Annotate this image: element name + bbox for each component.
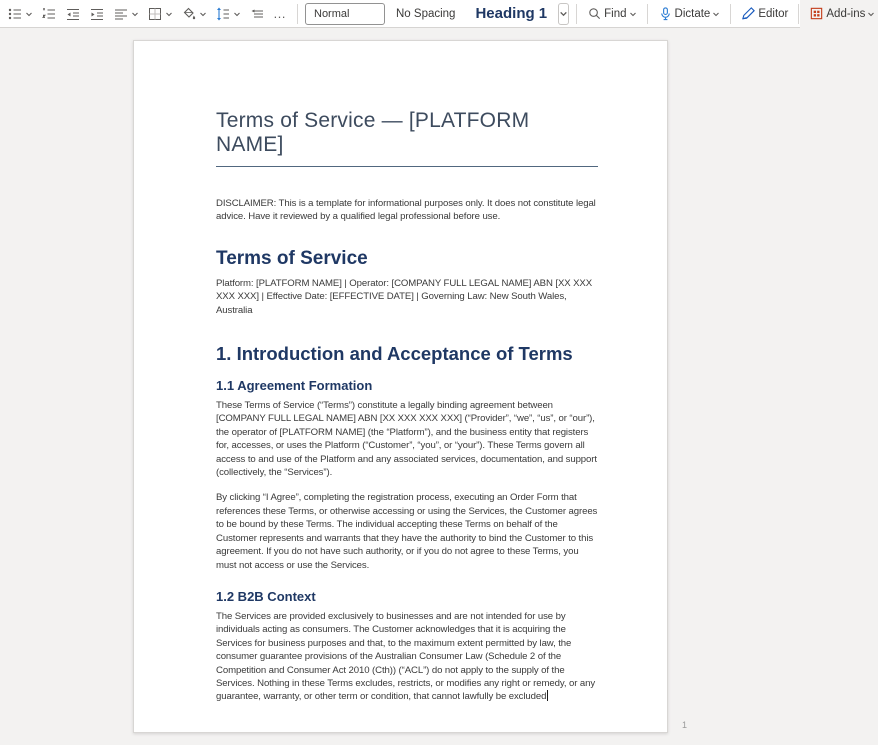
section-1-2-paragraph-1: [216, 610, 598, 704]
more-options-button[interactable]: [270, 6, 290, 22]
document-meta-line: Platform: [PLATFORM NAME] | Operator: [COMPANY FULL LEGAL NAME] ABN [XX XXX XXX XXX] | Effective Date: [EFFECTIVE DATE] | Governing Law: New South Wales, Australia: [216, 277, 593, 316]
document-title: Terms of Service — [PLATFORM NAME]: [216, 109, 598, 167]
chevron-down-icon: [233, 10, 241, 18]
section-1-2-paragraph-text: The Services are provided exclusively to businesses and are not intended for use by individuals acting as consumers. The Customer acknowledges that it is acquiring the Services for business purposes and that, to the maximum extent permitted by law, the consumer guarantee provisions of the Australian Consumer Law (Schedule 2 of the Competition and Consumer Act 2010 (Cth)) (“ACL”) do not apply to the supply of the Services. Nothing in these Terms excludes, restricts, or modifies any right or remedy, or any guarantee, warranty, or other term or condition, that cannot lawfully be excluded: [216, 610, 596, 703]
text-cursor: [547, 690, 548, 701]
increase-indent-icon: [89, 6, 105, 22]
bullets-icon: [7, 6, 23, 22]
toolbar-divider: [297, 4, 298, 24]
page-number-indicator: 1: [682, 720, 688, 730]
style-normal[interactable]: Normal: [305, 3, 385, 25]
chevron-down-icon: [165, 10, 173, 18]
section-1-1-heading: 1.1 Agreement Formation: [216, 378, 373, 394]
chevron-down-icon: [131, 10, 139, 18]
increase-indent-button[interactable]: [86, 3, 108, 25]
document-page[interactable]: [133, 40, 668, 733]
decrease-indent-icon: [65, 6, 81, 22]
toolbar-divider: [576, 4, 577, 24]
borders-icon: [147, 6, 163, 22]
search-icon: [587, 6, 602, 21]
bullets-button[interactable]: [4, 3, 36, 25]
toolbar-divider: [730, 4, 731, 24]
find-label: Find: [604, 7, 627, 20]
chevron-down-icon: [559, 9, 568, 18]
editor-pen-icon: [741, 6, 756, 21]
style-heading-1[interactable]: Heading 1: [466, 2, 556, 25]
numbered-list-icon: [41, 6, 57, 22]
find-button[interactable]: [584, 3, 639, 24]
formatting-toolbar: [0, 0, 866, 28]
shading-button[interactable]: [178, 3, 210, 25]
styles-gallery-expand-button[interactable]: [558, 3, 569, 25]
more-icon: …: [273, 5, 287, 21]
numbered-list-button[interactable]: [38, 3, 60, 25]
add-ins-label: Add-ins: [826, 7, 866, 20]
alignment-button[interactable]: [110, 3, 142, 25]
toolbar-divider: [798, 4, 799, 24]
disclaimer-text: DISCLAIMER: This is a template for informational purposes only. It does not constitute legal advice. Have it reviewed by a qualified legal professional before use.: [216, 198, 596, 223]
line-spacing-button[interactable]: [212, 3, 244, 25]
dictate-label: Dictate: [674, 7, 711, 20]
document-canvas: [0, 28, 800, 745]
borders-button[interactable]: [144, 3, 176, 25]
chevron-down-icon: [867, 10, 875, 18]
add-ins-button[interactable]: [806, 3, 878, 24]
editor-button[interactable]: [738, 3, 791, 24]
shading-icon: [181, 6, 197, 22]
section-1-2-heading: 1.2 B2B Context: [216, 588, 316, 604]
section-1-1-paragraph-1: These Terms of Service (“Terms”) constitute a legally binding agreement between [COMPANY FULL LEGAL NAME] ABN [XX XXX XXX XXX] (“Provider”, “we”, “us”, or “our”), the operator of [PLATFORM NAME] (the “Platform”), and the business entity that registers for, accesses, or uses the Platform (“Customer”, “you”, or “your”). These Terms govern all access to and use of the Platform and any associated services, documentation, and support (collectively, the “Services”).: [216, 400, 597, 479]
alignment-icon: [113, 6, 129, 22]
terms-heading: Terms of Service: [216, 247, 368, 269]
chevron-down-icon: [199, 10, 207, 18]
section-1-heading: 1. Introduction and Acceptance of Terms: [216, 343, 573, 365]
chevron-down-icon: [712, 10, 720, 18]
style-no-spacing[interactable]: No Spacing: [387, 5, 464, 23]
add-ins-icon: [809, 6, 824, 21]
text-direction-icon: [249, 6, 265, 22]
toolbar-divider: [647, 4, 648, 24]
dictate-button[interactable]: [655, 3, 724, 24]
chevron-down-icon: [25, 10, 33, 18]
text-direction-button[interactable]: [246, 3, 268, 25]
line-spacing-icon: [215, 6, 231, 22]
decrease-indent-button[interactable]: [62, 3, 84, 25]
section-1-1-paragraph-2: By clicking “I Agree”, completing the registration process, executing an Order Form that references these Terms, or otherwise accessing or using the Services, the Customer agrees to be bound by these Terms. The individual accepting these Terms on behalf of the Customer represents and warrants that they have the authority to bind the Customer to this agreement. If you do not have such authority, or if you do not agree to these Terms, you must not access or use the Services.: [216, 492, 598, 571]
microphone-icon: [658, 6, 673, 21]
chevron-down-icon: [629, 10, 637, 18]
editor-label: Editor: [758, 7, 789, 20]
